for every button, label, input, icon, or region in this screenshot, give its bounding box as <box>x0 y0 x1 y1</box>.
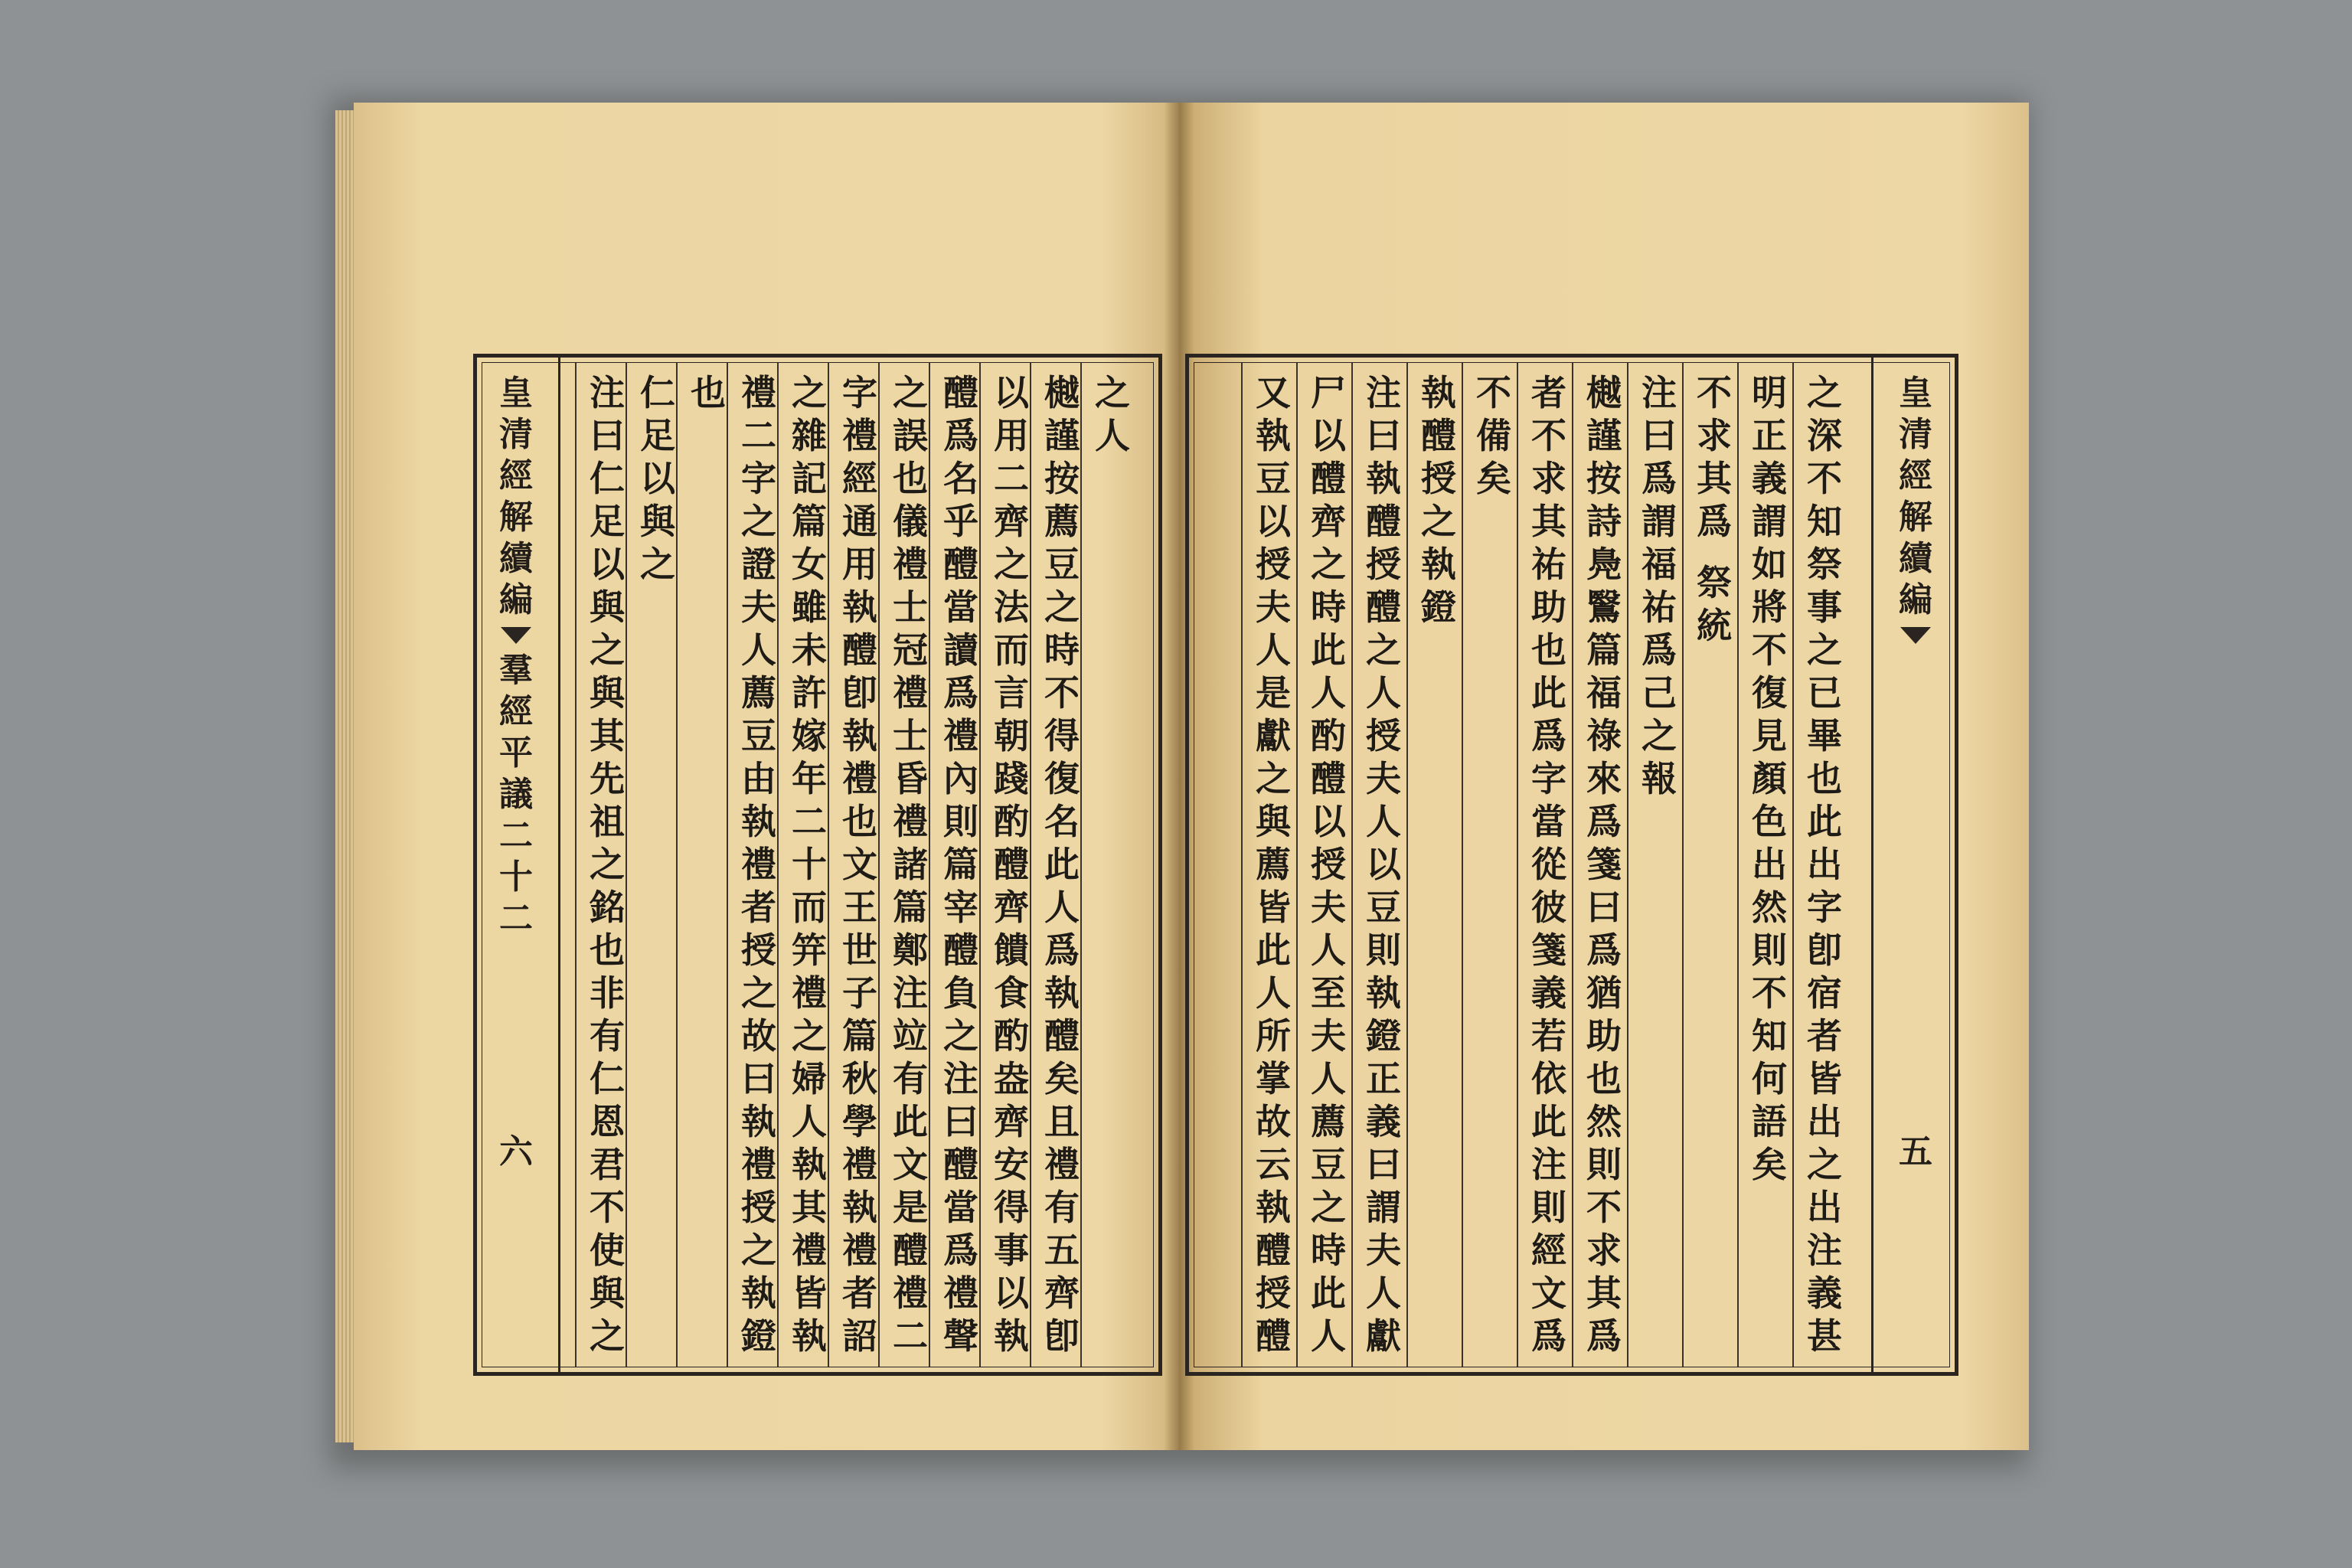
banxin-glyph: 皇 <box>499 374 533 413</box>
left-column-2: 樾 謹 按 薦 豆 之 時 不 得 復 名 此 人 爲 執 醴 矣 且 禮 有 五 齊 卽 <box>1044 372 1080 1357</box>
banxin-glyph: 六 <box>499 1132 533 1171</box>
column-rule <box>1737 362 1739 1367</box>
column-rule <box>1351 362 1353 1367</box>
right-text-block <box>1185 354 1958 1376</box>
right-column-11: 又 執 豆 以 授 夫 人 是 獻 之 與 薦 皆 此 人 所 掌 故 云 執 醴 授 醴 <box>1256 372 1291 1357</box>
left-column-1: 之 人 <box>1095 372 1130 456</box>
left-folio <box>499 1132 533 1173</box>
column-rule <box>979 362 981 1367</box>
column-rule <box>1517 362 1518 1367</box>
left-column-6: 字 禮 經 通 用 執 醴 卽 執 禮 也 文 王 世 子 篇 秋 學 禮 執 禮 者 詔 <box>842 372 877 1357</box>
left-column-11: 注 曰 仁 足 以 與 之 與 其 先 祖 之 銘 也 非 有 仁 恩 君 不 使 與 之 <box>590 372 625 1357</box>
fish-tail-mark <box>1900 627 1931 644</box>
banxin-glyph: 清 <box>499 415 533 454</box>
left-column-3: 以 用 二 齊 之 法 而 言 朝 踐 酌 醴 齊 饋 食 酌 盎 齊 安 得 事 以 執 <box>994 372 1029 1357</box>
banxin-glyph: 清 <box>1899 415 1932 454</box>
right-column-10: 尸 以 醴 齊 之 時 此 人 酌 醴 以 授 夫 人 至 夫 人 薦 豆 之 時 此 人 <box>1311 372 1346 1357</box>
banxin-glyph: 續 <box>499 539 533 578</box>
right-column-3: 不 求 其 爲 祭 統 <box>1697 372 1732 646</box>
right-column-1: 之 深 不 知 祭 事 之 已 畢 也 此 出 字 卽 宿 者 皆 出 之 出 注 義 甚 <box>1807 372 1842 1357</box>
banxin-glyph: 二 <box>499 816 533 855</box>
right-banxin <box>1871 358 1958 1372</box>
column-rule <box>1030 362 1031 1367</box>
right-column-5: 樾 謹 按 詩 鳧 鷖 篇 福 祿 來 爲 箋 曰 爲 猶 助 也 然 則 不 求 其 爲 <box>1586 372 1622 1357</box>
column-rule <box>676 362 678 1367</box>
left-banxin <box>474 358 560 1372</box>
left-banxin-section <box>499 650 533 939</box>
banxin-glyph: 編 <box>499 580 533 619</box>
fish-tail-mark <box>501 627 531 644</box>
left-column-10: 仁 足 以 與 之 <box>640 372 675 585</box>
column-rule <box>777 362 779 1367</box>
banxin-glyph: 解 <box>1899 498 1932 537</box>
column-rule <box>1296 362 1298 1367</box>
banxin-glyph: 平 <box>499 733 533 773</box>
left-column-7: 之 雜 記 篇 女 雖 未 許 嫁 年 二 十 而 笄 禮 之 婦 人 執 其 禮 皆 執 <box>792 372 827 1357</box>
banxin-glyph: 解 <box>499 498 533 537</box>
banxin-glyph: 續 <box>1899 539 1932 578</box>
column-rule <box>878 362 880 1367</box>
column-rule <box>575 362 577 1367</box>
left-text-block <box>473 354 1162 1376</box>
banxin-glyph: 經 <box>499 692 533 731</box>
column-rule <box>1406 362 1408 1367</box>
left-banxin-title <box>499 373 533 621</box>
left-column-9: 也 <box>691 372 726 413</box>
banxin-glyph: 議 <box>499 775 533 814</box>
banxin-glyph: 二 <box>499 899 533 938</box>
banxin-glyph: 五 <box>1899 1132 1932 1171</box>
banxin-glyph: 十 <box>499 858 533 897</box>
column-rule <box>929 362 930 1367</box>
banxin-glyph: 經 <box>499 456 533 495</box>
banxin-glyph: 編 <box>1899 580 1932 619</box>
left-column-8: 禮 二 字 之 證 夫 人 薦 豆 由 執 禮 者 授 之 故 曰 執 禮 授 之 執 鐙 <box>741 372 776 1357</box>
right-column-9: 注 曰 執 醴 授 醴 之 人 授 夫 人 以 豆 則 執 鐙 正 義 曰 謂 夫 人 獻 <box>1366 372 1401 1357</box>
column-rule <box>1080 362 1082 1367</box>
column-rule <box>1682 362 1684 1367</box>
left-column-4: 醴 爲 名 乎 醴 當 讀 爲 禮 內 則 篇 宰 醴 負 之 注 曰 醴 當 爲 禮 聲 <box>943 372 978 1357</box>
banxin-glyph: 經 <box>1899 456 1932 495</box>
right-banxin-title <box>1899 373 1932 621</box>
column-rule <box>1792 362 1794 1367</box>
left-column-5: 之 誤 也 儀 禮 士 冠 禮 士 昏 禮 諸 篇 鄭 注 竝 有 此 文 是 醴 禮 二 <box>893 372 928 1357</box>
column-rule <box>1572 362 1573 1367</box>
banxin-glyph: 羣 <box>499 651 533 690</box>
column-rule <box>1462 362 1463 1367</box>
banxin-glyph: 皇 <box>1899 374 1932 413</box>
column-rule <box>626 362 627 1367</box>
column-rule <box>828 362 829 1367</box>
column-rule <box>1627 362 1628 1367</box>
right-folio <box>1899 1132 1932 1173</box>
right-column-6: 者 不 求 其 祐 助 也 此 爲 字 當 從 彼 箋 義 若 依 此 注 則 經 文 爲 <box>1531 372 1566 1357</box>
column-rule <box>727 362 728 1367</box>
right-column-4: 注 曰 爲 謂 福 祐 爲 己 之 報 <box>1642 372 1677 799</box>
right-column-2: 明 正 義 謂 如 將 不 復 見 顏 色 出 然 則 不 知 何 語 矣 <box>1752 372 1787 1185</box>
right-column-7: 不 備 矣 <box>1476 372 1511 499</box>
column-rule <box>1241 362 1243 1367</box>
right-column-8: 執 醴 授 之 執 鐙 <box>1421 372 1456 628</box>
